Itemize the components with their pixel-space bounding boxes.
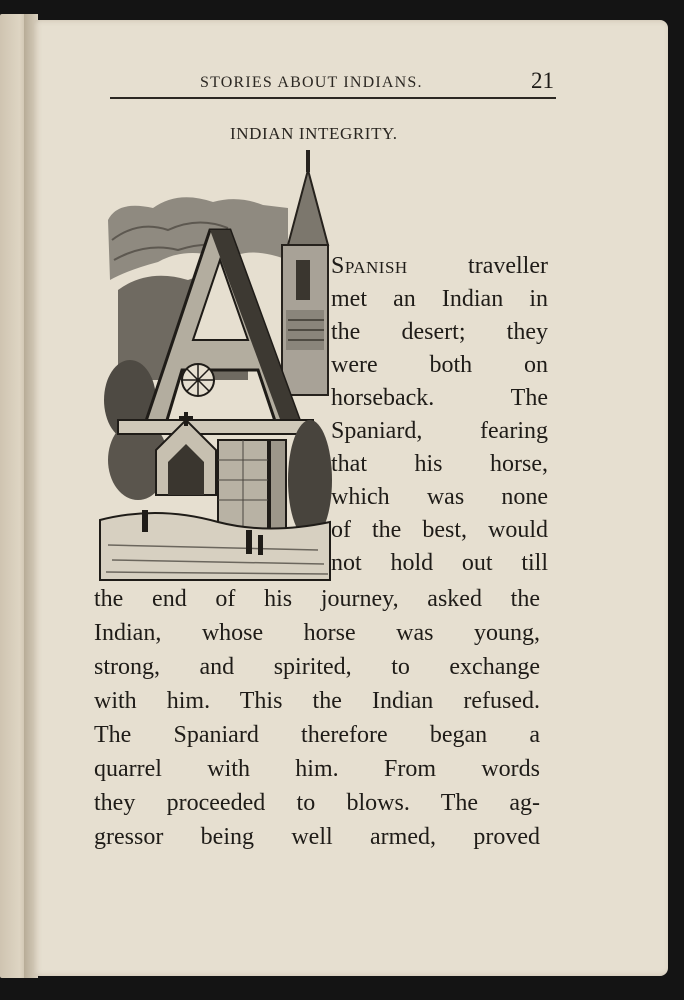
woodcut-letter-a-church-icon bbox=[98, 150, 334, 582]
first-word: Spanish bbox=[331, 253, 408, 279]
text-line-12: Indian, whose horse was young, bbox=[94, 620, 540, 646]
text-line-9: of the best, would bbox=[331, 517, 548, 543]
text-line-2: met an Indian in bbox=[331, 286, 548, 312]
text-line-14: with him. This the Indian refused. bbox=[94, 688, 540, 714]
text-line-8: which was none bbox=[331, 484, 548, 510]
page-number: 21 bbox=[531, 68, 554, 93]
text-line-5: horseback. The bbox=[331, 385, 548, 411]
running-header bbox=[110, 68, 556, 100]
text-line-17: they proceeded to blows. The ag- bbox=[94, 790, 540, 816]
text-line-15: The Spaniard therefore began a bbox=[94, 722, 540, 748]
running-title: STORIES ABOUT INDIANS. bbox=[200, 74, 423, 91]
text-line-1 bbox=[331, 250, 548, 282]
text-line-16: quarrel with him. From words bbox=[94, 756, 540, 782]
section-heading: INDIAN INTEGRITY. bbox=[230, 124, 398, 143]
header-rule bbox=[110, 97, 556, 99]
text-line-13: strong, and spirited, to exchange bbox=[94, 654, 540, 680]
text-line-4: were both on bbox=[331, 352, 548, 378]
text-line-11: the end of his journey, asked the bbox=[94, 586, 540, 612]
text-line-6: Spaniard, fearing bbox=[331, 418, 548, 444]
text-line-3: the desert; they bbox=[331, 319, 548, 345]
line-text: traveller bbox=[468, 253, 548, 279]
text-line-10: not hold out till bbox=[331, 550, 548, 576]
text-line-7: that his horse, bbox=[331, 451, 548, 477]
text-line-18: gressor being well armed, proved bbox=[94, 824, 540, 850]
